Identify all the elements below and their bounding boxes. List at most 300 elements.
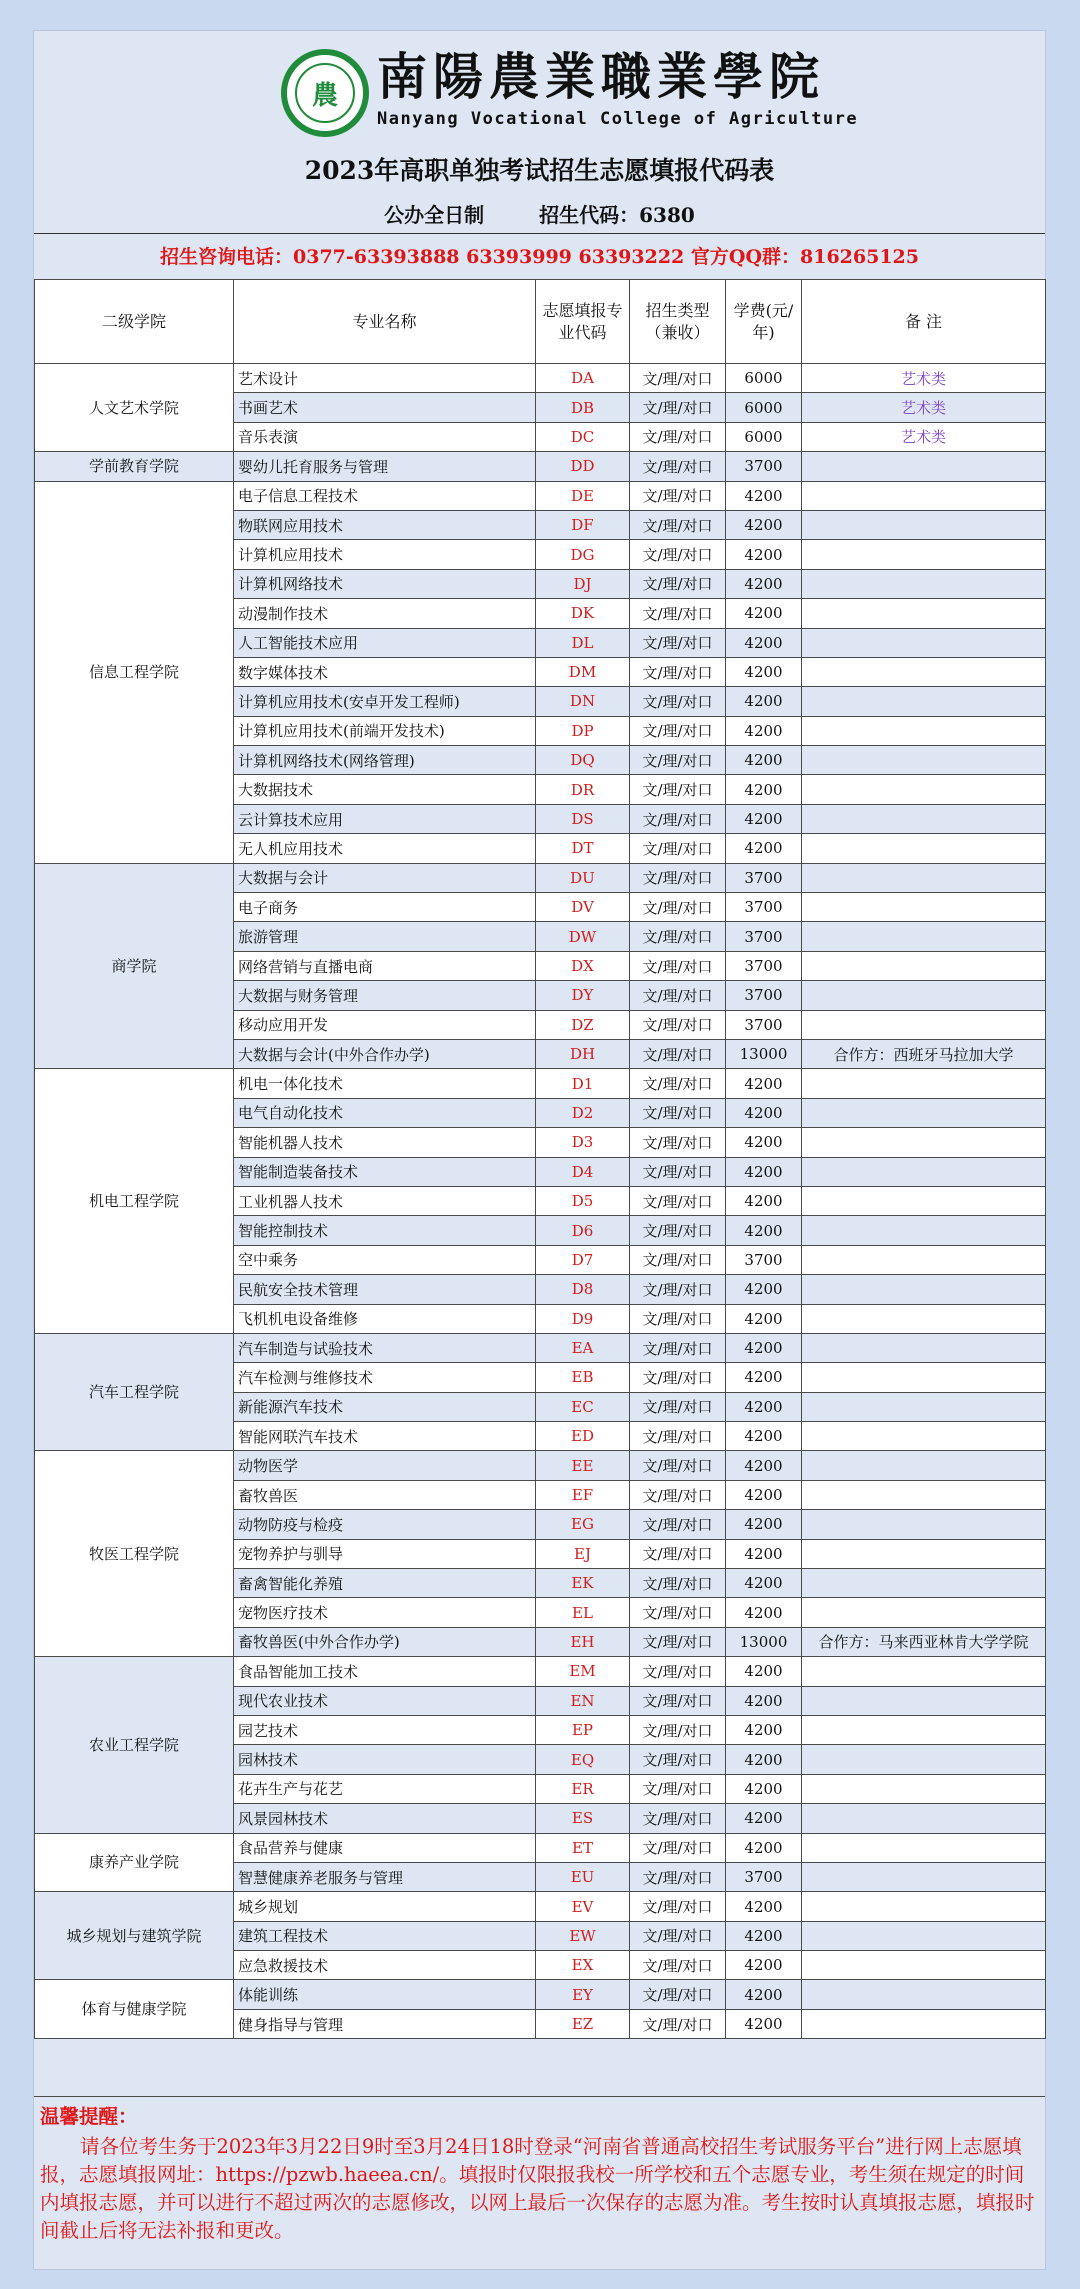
- major-name-cell: 人工智能技术应用: [234, 628, 536, 657]
- enroll-type-cell: 文/理/对口: [630, 1128, 726, 1157]
- tuition-cell: 4200: [726, 1951, 802, 1980]
- major-code-cell: D3: [536, 1128, 630, 1157]
- enroll-type-cell: 文/理/对口: [630, 1422, 726, 1451]
- note-cell: [802, 1275, 1046, 1304]
- enroll-type-cell: 文/理/对口: [630, 1069, 726, 1098]
- note-cell: [802, 1951, 1046, 1980]
- major-code-cell: D2: [536, 1098, 630, 1127]
- major-name-cell: 健身指导与管理: [234, 2009, 536, 2038]
- major-name-cell: 计算机网络技术(网络管理): [234, 746, 536, 775]
- note-cell: [802, 1539, 1046, 1568]
- enroll-type-cell: 文/理/对口: [630, 1098, 726, 1127]
- major-name-cell: 畜牧兽医(中外合作办学): [234, 1627, 536, 1656]
- major-name-cell: 空中乘务: [234, 1245, 536, 1274]
- note-cell: [802, 1862, 1046, 1891]
- tuition-cell: 4200: [726, 1480, 802, 1509]
- major-code-cell: EV: [536, 1892, 630, 1921]
- enroll-type-cell: 文/理/对口: [630, 716, 726, 745]
- major-code-cell: D7: [536, 1245, 630, 1274]
- school-cell: 康养产业学院: [35, 1833, 234, 1892]
- major-code-cell: DJ: [536, 569, 630, 598]
- tuition-cell: 6000: [726, 393, 802, 422]
- enroll-type-cell: 文/理/对口: [630, 452, 726, 481]
- major-code-cell: EB: [536, 1363, 630, 1392]
- major-code-cell: DV: [536, 893, 630, 922]
- tuition-cell: 4200: [726, 1157, 802, 1186]
- major-code-cell: DE: [536, 481, 630, 510]
- major-code-cell: DQ: [536, 746, 630, 775]
- note-cell: [802, 1010, 1046, 1039]
- table-row: [35, 863, 1046, 892]
- major-code-cell: EW: [536, 1921, 630, 1950]
- note-cell: [802, 1745, 1046, 1774]
- note-cell: [802, 1157, 1046, 1186]
- enroll-type-cell: 文/理/对口: [630, 1157, 726, 1186]
- tuition-cell: 4200: [726, 1539, 802, 1568]
- tuition-cell: 4200: [726, 657, 802, 686]
- major-code-cell: EF: [536, 1480, 630, 1509]
- major-name-cell: 园林技术: [234, 1745, 536, 1774]
- enroll-type-cell: 文/理/对口: [630, 510, 726, 539]
- tuition-cell: 4200: [726, 775, 802, 804]
- tuition-cell: 3700: [726, 981, 802, 1010]
- major-code-cell: DP: [536, 716, 630, 745]
- enroll-type-cell: 文/理/对口: [630, 1686, 726, 1715]
- note-cell: [802, 1098, 1046, 1127]
- major-name-cell: 计算机应用技术: [234, 540, 536, 569]
- note-cell: [802, 1069, 1046, 1098]
- major-name-cell: 应急救援技术: [234, 1951, 536, 1980]
- enroll-type-cell: 文/理/对口: [630, 1245, 726, 1274]
- school-cell: 农业工程学院: [35, 1657, 234, 1833]
- enroll-type-cell: 文/理/对口: [630, 951, 726, 980]
- note-cell: [802, 1304, 1046, 1333]
- enroll-type-cell: 文/理/对口: [630, 2009, 726, 2038]
- major-name-cell: 食品营养与健康: [234, 1833, 536, 1862]
- tuition-cell: 4200: [726, 1715, 802, 1744]
- school-cell: 人文艺术学院: [35, 364, 234, 452]
- school-cell: 学前教育学院: [35, 452, 234, 481]
- major-code-cell: DR: [536, 775, 630, 804]
- school-cell: 机电工程学院: [35, 1069, 234, 1334]
- major-code-cell: EG: [536, 1510, 630, 1539]
- tuition-cell: 4200: [726, 599, 802, 628]
- note-cell: [802, 1510, 1046, 1539]
- major-name-cell: 大数据与会计(中外合作办学): [234, 1039, 536, 1068]
- major-name-cell: 智能机器人技术: [234, 1128, 536, 1157]
- enroll-type-cell: 文/理/对口: [630, 1598, 726, 1627]
- page-title: 2023年高职单独考试招生志愿填报代码表: [304, 156, 775, 185]
- table-row: [35, 1069, 1046, 1098]
- tuition-cell: 4200: [726, 1598, 802, 1627]
- table-header-row: [35, 280, 1046, 364]
- note-cell: [802, 452, 1046, 481]
- note-cell: [802, 628, 1046, 657]
- table-row: [35, 1980, 1046, 2009]
- major-code-cell: EL: [536, 1598, 630, 1627]
- enroll-type-cell: 文/理/对口: [630, 1862, 726, 1891]
- note-cell: [802, 863, 1046, 892]
- enroll-type-cell: 文/理/对口: [630, 1715, 726, 1744]
- enroll-type-cell: 文/理/对口: [630, 1833, 726, 1862]
- document-sheet: [33, 30, 1046, 2270]
- tuition-cell: 4200: [726, 1069, 802, 1098]
- note-cell: [802, 540, 1046, 569]
- major-code-cell: DH: [536, 1039, 630, 1068]
- enroll-type-cell: 文/理/对口: [630, 628, 726, 657]
- college-emblem-icon: [281, 49, 369, 137]
- enroll-type-cell: 文/理/对口: [630, 863, 726, 892]
- note-cell: [802, 1451, 1046, 1480]
- major-code-cell: DN: [536, 687, 630, 716]
- note-cell: [802, 1833, 1046, 1862]
- enroll-type-cell: 文/理/对口: [630, 1392, 726, 1421]
- note-cell: [802, 1480, 1046, 1509]
- table-row: [35, 1892, 1046, 1921]
- enroll-type-cell: 文/理/对口: [630, 1010, 726, 1039]
- note-cell: [802, 716, 1046, 745]
- major-name-cell: 计算机网络技术: [234, 569, 536, 598]
- note-cell: [802, 1715, 1046, 1744]
- emblem-glyph: 農: [295, 63, 355, 123]
- tuition-cell: 4200: [726, 1921, 802, 1950]
- major-code-cell: ED: [536, 1422, 630, 1451]
- major-code-cell: DY: [536, 981, 630, 1010]
- enroll-type-cell: 文/理/对口: [630, 1921, 726, 1950]
- major-code-cell: EN: [536, 1686, 630, 1715]
- enrollment-code: 招生代码：6380: [539, 203, 695, 227]
- table-row: [35, 1833, 1046, 1862]
- tuition-cell: 4200: [726, 1980, 802, 2009]
- major-name-cell: 民航安全技术管理: [234, 1275, 536, 1304]
- contact-bar: 招生咨询电话：0377-63393888 63393999 63393222 官方QQ群：816265125: [34, 233, 1045, 281]
- major-name-cell: 艺术设计: [234, 364, 536, 393]
- enroll-type-cell: 文/理/对口: [630, 746, 726, 775]
- major-name-cell: 物联网应用技术: [234, 510, 536, 539]
- major-name-cell: 动物防疫与检疫: [234, 1510, 536, 1539]
- major-name-cell: 机电一体化技术: [234, 1069, 536, 1098]
- major-name-cell: 畜禽智能化养殖: [234, 1569, 536, 1598]
- col-header-school: 二级学院: [35, 280, 234, 364]
- tuition-cell: 4200: [726, 1363, 802, 1392]
- col-header-code: 志愿填报专业代码: [536, 280, 630, 364]
- tuition-cell: 3700: [726, 452, 802, 481]
- tuition-cell: 4200: [726, 1098, 802, 1127]
- tuition-cell: 4200: [726, 1657, 802, 1686]
- tuition-cell: 3700: [726, 1010, 802, 1039]
- tuition-cell: 4200: [726, 1422, 802, 1451]
- major-name-cell: 宠物养护与驯导: [234, 1539, 536, 1568]
- major-code-cell: DC: [536, 422, 630, 451]
- note-cell: [802, 804, 1046, 833]
- school-cell: 体育与健康学院: [35, 1980, 234, 2039]
- college-name-cn: 南陽農業職業學院: [377, 47, 825, 106]
- major-name-cell: 新能源汽车技术: [234, 1392, 536, 1421]
- enroll-type-cell: 文/理/对口: [630, 1980, 726, 2009]
- enroll-type-cell: 文/理/对口: [630, 1774, 726, 1803]
- major-name-cell: 汽车检测与维修技术: [234, 1363, 536, 1392]
- note-cell: [802, 1657, 1046, 1686]
- enroll-type-cell: 文/理/对口: [630, 1745, 726, 1774]
- enroll-type-cell: 文/理/对口: [630, 1627, 726, 1656]
- college-name-en: Nanyang Vocational College of Agriculture: [377, 109, 859, 129]
- major-name-cell: 数字媒体技术: [234, 657, 536, 686]
- major-name-cell: 移动应用开发: [234, 1010, 536, 1039]
- school-cell: 汽车工程学院: [35, 1333, 234, 1451]
- tuition-cell: 4200: [726, 481, 802, 510]
- major-code-cell: DS: [536, 804, 630, 833]
- tuition-cell: 4200: [726, 1451, 802, 1480]
- enroll-type-cell: 文/理/对口: [630, 393, 726, 422]
- enroll-type-cell: 文/理/对口: [630, 1804, 726, 1833]
- tuition-cell: 6000: [726, 422, 802, 451]
- major-code-cell: DW: [536, 922, 630, 951]
- major-name-cell: 工业机器人技术: [234, 1186, 536, 1215]
- note-cell: 合作方：西班牙马拉加大学: [802, 1039, 1046, 1068]
- enroll-type-cell: 文/理/对口: [630, 1480, 726, 1509]
- note-cell: [802, 746, 1046, 775]
- enroll-type-cell: 文/理/对口: [630, 569, 726, 598]
- col-header-major: 专业名称: [234, 280, 536, 364]
- tuition-cell: 3700: [726, 1862, 802, 1891]
- note-cell: [802, 657, 1046, 686]
- note-cell: [802, 1422, 1046, 1451]
- major-code-cell: EU: [536, 1862, 630, 1891]
- enroll-type-cell: 文/理/对口: [630, 981, 726, 1010]
- table-row: [35, 1451, 1046, 1480]
- major-code-cell: EM: [536, 1657, 630, 1686]
- major-code-cell: EH: [536, 1627, 630, 1656]
- major-name-cell: 动漫制作技术: [234, 599, 536, 628]
- tuition-cell: 13000: [726, 1627, 802, 1656]
- note-cell: [802, 1774, 1046, 1803]
- enrollment-mode: 公办全日制: [384, 203, 485, 227]
- major-code-cell: DM: [536, 657, 630, 686]
- major-name-cell: 风景园林技术: [234, 1804, 536, 1833]
- enroll-type-cell: 文/理/对口: [630, 1333, 726, 1362]
- major-name-cell: 电子信息工程技术: [234, 481, 536, 510]
- major-name-cell: 现代农业技术: [234, 1686, 536, 1715]
- major-name-cell: 旅游管理: [234, 922, 536, 951]
- tuition-cell: 4200: [726, 510, 802, 539]
- enroll-type-cell: 文/理/对口: [630, 657, 726, 686]
- major-code-cell: DA: [536, 364, 630, 393]
- major-name-cell: 花卉生产与花艺: [234, 1774, 536, 1803]
- major-name-cell: 智慧健康养老服务与管理: [234, 1862, 536, 1891]
- major-code-cell: EQ: [536, 1745, 630, 1774]
- tuition-cell: 3700: [726, 951, 802, 980]
- tuition-cell: 4200: [726, 1304, 802, 1333]
- enroll-type-cell: 文/理/对口: [630, 1569, 726, 1598]
- school-cell: 牧医工程学院: [35, 1451, 234, 1657]
- enroll-type-cell: 文/理/对口: [630, 1951, 726, 1980]
- tuition-cell: 4200: [726, 834, 802, 863]
- enroll-type-cell: 文/理/对口: [630, 922, 726, 951]
- enroll-type-cell: 文/理/对口: [630, 1510, 726, 1539]
- tuition-cell: 4200: [726, 1275, 802, 1304]
- table-body: [35, 364, 1046, 2039]
- major-name-cell: 体能训练: [234, 1980, 536, 2009]
- note-cell: [802, 1892, 1046, 1921]
- page-subtitle: [34, 199, 1045, 228]
- tuition-cell: 4200: [726, 540, 802, 569]
- note-cell: [802, 2009, 1046, 2038]
- major-name-cell: 建筑工程技术: [234, 1921, 536, 1950]
- col-header-type: 招生类型（兼收）: [630, 280, 726, 364]
- major-code-cell: D4: [536, 1157, 630, 1186]
- enroll-type-cell: 文/理/对口: [630, 893, 726, 922]
- enroll-type-cell: 文/理/对口: [630, 1451, 726, 1480]
- note-cell: 艺术类: [802, 393, 1046, 422]
- enroll-type-cell: 文/理/对口: [630, 1892, 726, 1921]
- enroll-type-cell: 文/理/对口: [630, 804, 726, 833]
- note-cell: [802, 893, 1046, 922]
- tuition-cell: 4200: [726, 1569, 802, 1598]
- note-cell: [802, 1392, 1046, 1421]
- tuition-cell: 4200: [726, 1745, 802, 1774]
- major-code-cell: EP: [536, 1715, 630, 1744]
- major-name-cell: 大数据与财务管理: [234, 981, 536, 1010]
- header-logo-row: [34, 45, 1045, 145]
- note-cell: [802, 1686, 1046, 1715]
- school-cell: 信息工程学院: [35, 481, 234, 863]
- notice-box: [34, 2096, 1045, 2269]
- major-name-cell: 园艺技术: [234, 1715, 536, 1744]
- table-row: [35, 1657, 1046, 1686]
- major-code-cell: DU: [536, 863, 630, 892]
- major-name-cell: 电气自动化技术: [234, 1098, 536, 1127]
- major-name-cell: 畜牧兽医: [234, 1480, 536, 1509]
- major-name-cell: 智能网联汽车技术: [234, 1422, 536, 1451]
- enroll-type-cell: 文/理/对口: [630, 481, 726, 510]
- major-code-cell: DL: [536, 628, 630, 657]
- major-code-cell: DX: [536, 951, 630, 980]
- note-cell: [802, 981, 1046, 1010]
- enroll-type-cell: 文/理/对口: [630, 599, 726, 628]
- tuition-cell: 4200: [726, 1216, 802, 1245]
- enroll-type-cell: 文/理/对口: [630, 834, 726, 863]
- note-cell: [802, 510, 1046, 539]
- major-code-cell: DD: [536, 452, 630, 481]
- major-code-cell: D9: [536, 1304, 630, 1333]
- major-code-cell: EJ: [536, 1539, 630, 1568]
- major-code-cell: DZ: [536, 1010, 630, 1039]
- table-row: [35, 1333, 1046, 1362]
- major-name-cell: 电子商务: [234, 893, 536, 922]
- enroll-type-cell: 文/理/对口: [630, 422, 726, 451]
- major-code-cell: DK: [536, 599, 630, 628]
- note-cell: [802, 775, 1046, 804]
- table-row: [35, 364, 1046, 393]
- enroll-type-cell: 文/理/对口: [630, 540, 726, 569]
- note-cell: [802, 951, 1046, 980]
- tuition-cell: 4200: [726, 1510, 802, 1539]
- enroll-type-cell: 文/理/对口: [630, 1275, 726, 1304]
- tuition-cell: 4200: [726, 1333, 802, 1362]
- note-cell: [802, 569, 1046, 598]
- major-code-cell: D8: [536, 1275, 630, 1304]
- notice-body: 请各位考生务于2023年3月22日9时至3月24日18时登录“河南省普通高校招生考试服务平台”进行网上志愿填报，志愿填报网址：https://pzwb.haeea.cn/。填报时仅限报我校一所学校和五个志愿专业，考生须在规定的时间内填报志愿，并可以进行不超过两次的志愿修改，以网上最后一次保存的志愿为准。考生按时认真填报志愿，填报时间截止后将无法补报和更改。: [40, 2135, 1035, 2242]
- tuition-cell: 3700: [726, 893, 802, 922]
- enroll-type-cell: 文/理/对口: [630, 1539, 726, 1568]
- major-code-cell: D6: [536, 1216, 630, 1245]
- tuition-cell: 4200: [726, 569, 802, 598]
- major-code-cell: EC: [536, 1392, 630, 1421]
- note-cell: [802, 1921, 1046, 1950]
- major-code-cell: DB: [536, 393, 630, 422]
- col-header-fee: 学费(元/年): [726, 280, 802, 364]
- note-cell: [802, 1216, 1046, 1245]
- tuition-cell: 4200: [726, 1892, 802, 1921]
- major-code-cell: ES: [536, 1804, 630, 1833]
- note-cell: [802, 1804, 1046, 1833]
- note-cell: [802, 1980, 1046, 2009]
- tuition-cell: 4200: [726, 804, 802, 833]
- notice-title: 温馨提醒：: [40, 2105, 138, 2128]
- note-cell: [802, 1186, 1046, 1215]
- school-cell: 商学院: [35, 863, 234, 1069]
- major-name-cell: 计算机应用技术(前端开发技术): [234, 716, 536, 745]
- tuition-cell: 4200: [726, 1392, 802, 1421]
- enroll-type-cell: 文/理/对口: [630, 1363, 726, 1392]
- major-name-cell: 动物医学: [234, 1451, 536, 1480]
- tuition-cell: 4200: [726, 1774, 802, 1803]
- major-name-cell: 书画艺术: [234, 393, 536, 422]
- table-row: [35, 481, 1046, 510]
- major-name-cell: 无人机应用技术: [234, 834, 536, 863]
- major-name-cell: 婴幼儿托育服务与管理: [234, 452, 536, 481]
- note-cell: [802, 1128, 1046, 1157]
- tuition-cell: 4200: [726, 1186, 802, 1215]
- tuition-cell: 3700: [726, 863, 802, 892]
- tuition-cell: 4200: [726, 2009, 802, 2038]
- tuition-cell: 4200: [726, 628, 802, 657]
- note-cell: [802, 481, 1046, 510]
- enroll-type-cell: 文/理/对口: [630, 1039, 726, 1068]
- tuition-cell: 3700: [726, 922, 802, 951]
- tuition-cell: 4200: [726, 1833, 802, 1862]
- tuition-cell: 4200: [726, 1686, 802, 1715]
- note-cell: [802, 1598, 1046, 1627]
- note-cell: [802, 834, 1046, 863]
- enroll-type-cell: 文/理/对口: [630, 687, 726, 716]
- major-name-cell: 云计算技术应用: [234, 804, 536, 833]
- major-name-cell: 网络营销与直播电商: [234, 951, 536, 980]
- enroll-type-cell: 文/理/对口: [630, 1186, 726, 1215]
- major-name-cell: 飞机机电设备维修: [234, 1304, 536, 1333]
- major-name-cell: 大数据技术: [234, 775, 536, 804]
- major-name-cell: 食品智能加工技术: [234, 1657, 536, 1686]
- major-code-cell: EA: [536, 1333, 630, 1362]
- enroll-type-cell: 文/理/对口: [630, 775, 726, 804]
- note-cell: [802, 1245, 1046, 1274]
- major-code-cell: DT: [536, 834, 630, 863]
- major-name-cell: 大数据与会计: [234, 863, 536, 892]
- enroll-type-cell: 文/理/对口: [630, 364, 726, 393]
- major-name-cell: 音乐表演: [234, 422, 536, 451]
- major-code-cell: EY: [536, 1980, 630, 2009]
- major-code-cell: D5: [536, 1186, 630, 1215]
- tuition-cell: 4200: [726, 716, 802, 745]
- note-cell: [802, 922, 1046, 951]
- tuition-cell: 6000: [726, 364, 802, 393]
- note-cell: 艺术类: [802, 364, 1046, 393]
- major-code-cell: ER: [536, 1774, 630, 1803]
- tuition-cell: 13000: [726, 1039, 802, 1068]
- major-code-cell: DF: [536, 510, 630, 539]
- major-code-cell: EZ: [536, 2009, 630, 2038]
- major-name-cell: 汽车制造与试验技术: [234, 1333, 536, 1362]
